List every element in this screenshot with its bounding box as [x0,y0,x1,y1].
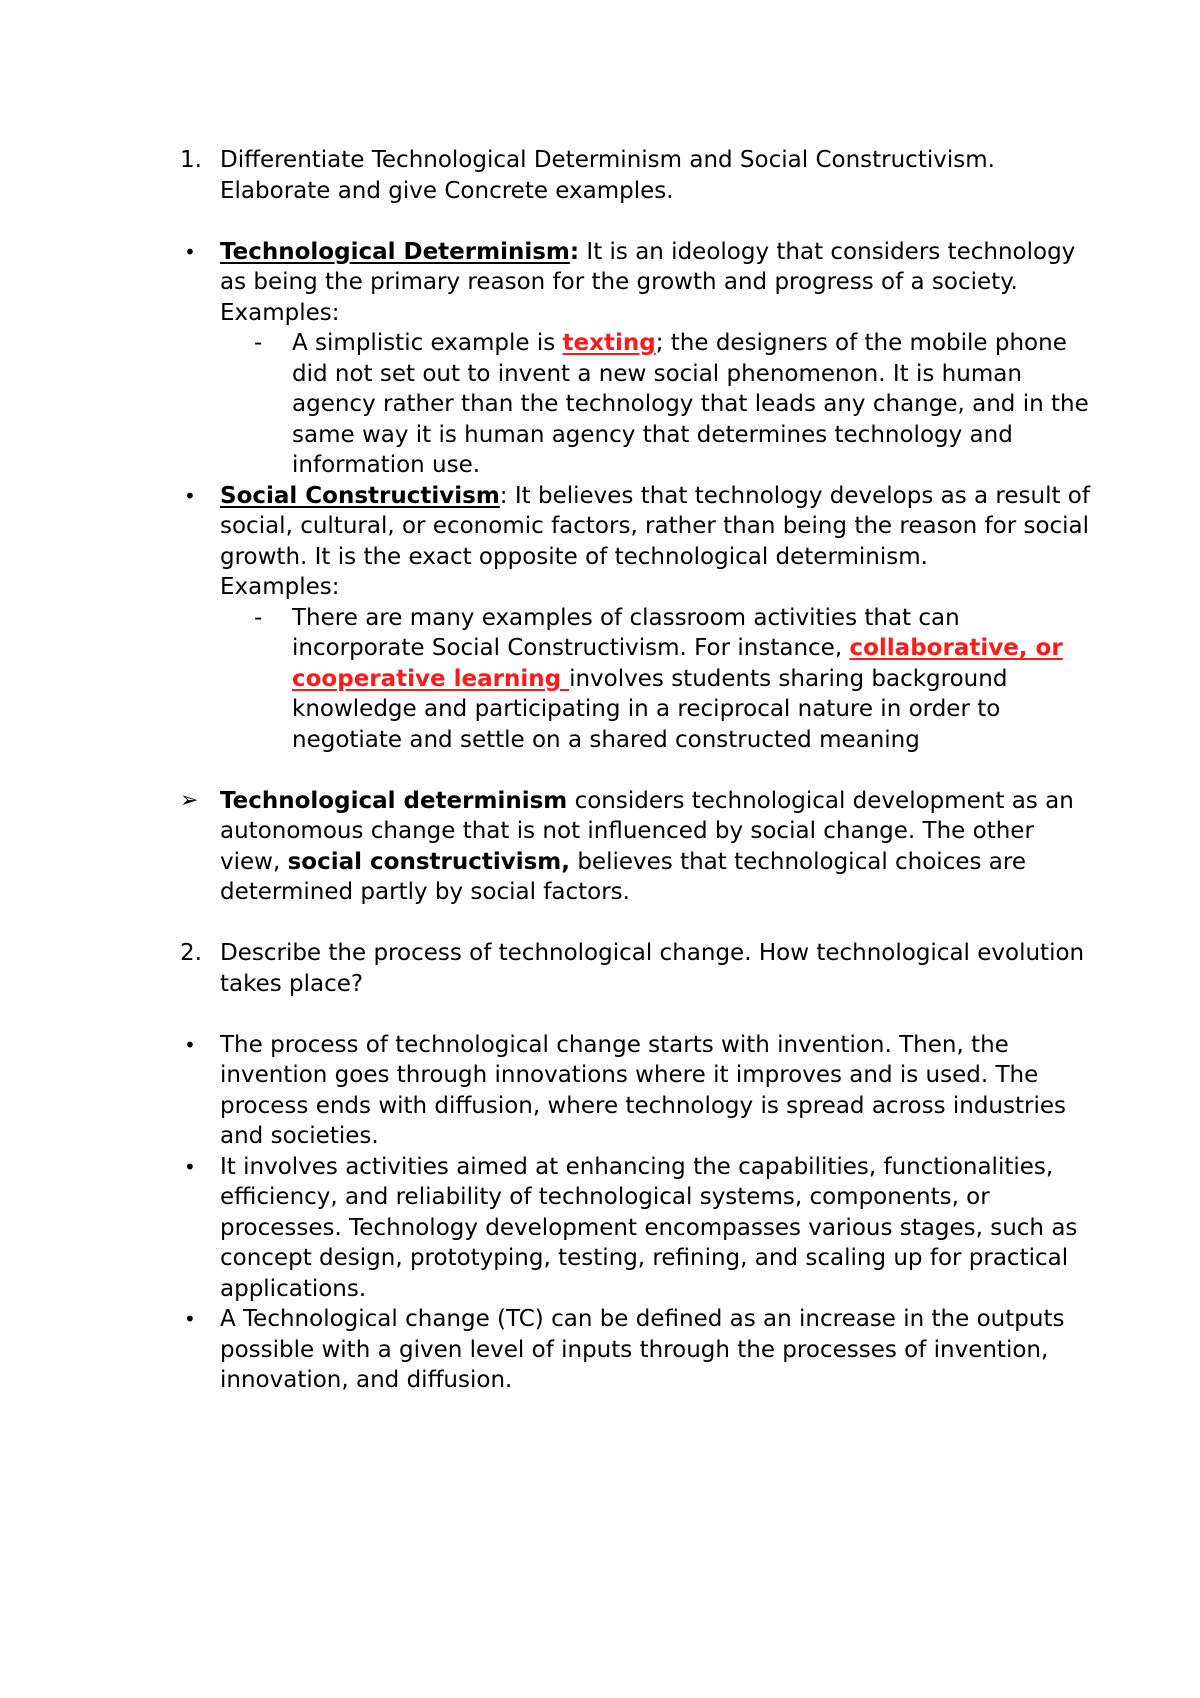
dash-marker: - [254,330,263,356]
answer-text: The process of technological change starts with invention. Then, the invention goes through innovations where it improves and is used. The process ends with diffusion, where technology is spread across industries and societies. [220,1031,1066,1149]
document-body [180,145,1090,1396]
examples-label-text: Examples: [220,299,340,326]
examples-label-text: Examples: [220,574,340,600]
examples-label [220,572,1090,603]
spacer [220,999,1090,1030]
question-1 [180,145,1090,206]
spacer [220,908,1090,939]
example-highlight: collaborative, or cooperative learning [292,635,1063,692]
summary-term-2: social constructivism, [287,848,571,875]
question-1-text: Differentiate Technological Determinism and Social Constructivism. Elaborate and give Concrete examples. [220,147,995,204]
examples-label [220,298,1090,329]
list-number: 2. [180,940,202,966]
bullet: • [184,483,196,508]
example-suffix: ; the designers of the mobile phone did not set out to invent a new social phenomenon. It is human agency rather than the technology that leads any change, and in the same way it is human agency that determines technology and information use. [292,330,1089,478]
list-number: 1. [180,147,202,173]
example-prefix: There are many examples of classroom activities that can incorporate Social Constructivism. For instance, [292,604,960,661]
answer-text: It involves activities aimed at enhancing the capabilities, functionalities, efficiency, and reliability of technological systems, components, or processes. Technology development encompasses various stages, such as concept design, prototyping, testing, refining, and scaling up for practical applications. [220,1153,1078,1302]
social-constructivism-term: Social Constructivism [220,482,500,509]
spacer [220,206,1090,237]
question-2-text: Describe the process of technological change. How technological evolution takes place? [220,940,1085,997]
tech-determinism-definition: It is an ideology that considers technology as being the primary reason for the growth and progress of a society. [220,238,1076,295]
answer-text: A Technological change (TC) can be defined as an increase in the outputs possible with a given level of inputs through the processes of invention, innovation, and diffusion. [220,1306,1065,1393]
social-constructivism-example [220,603,1090,756]
spacer [220,755,1090,786]
list-item [184,1152,1090,1305]
dash-marker: - [254,604,263,631]
question-2 [180,938,1090,999]
example-prefix: A simplistic example is [292,330,563,356]
bullet: • [184,1307,196,1331]
example-highlight: texting [562,330,656,356]
social-constructivism-item [184,481,1090,573]
list-item [184,1304,1090,1396]
tech-determinism-item [184,237,1090,298]
bullet: • [184,1032,196,1057]
summary-text-1: considers technological development as an autonomous change that is not influenced by social change. The other view, [220,787,1074,875]
arrow-bullet-icon: ➢ [180,787,199,813]
term-colon: : [569,238,580,265]
list-item [184,1030,1090,1152]
summary-text-2: believes that technological choices are determined partly by social factors. [220,848,1026,905]
summary-item [180,786,1090,908]
bullet: • [184,1154,196,1179]
social-constructivism-definition: : It believes that technology develops as a result of social, cultural, or economic factors, rather than being the reason for social growth. It is the exact opposite of technological determinism. [220,482,1090,570]
example-suffix: involves students sharing background knowledge and participating in a reciprocal nature in order to negotiate and settle on a shared constructed meaning [292,665,1008,753]
tech-determinism-term: Technological Determinism [220,238,570,265]
tech-determinism-example [220,328,1090,481]
summary-term-1: Technological determinism [220,787,568,814]
bullet: • [184,239,196,264]
